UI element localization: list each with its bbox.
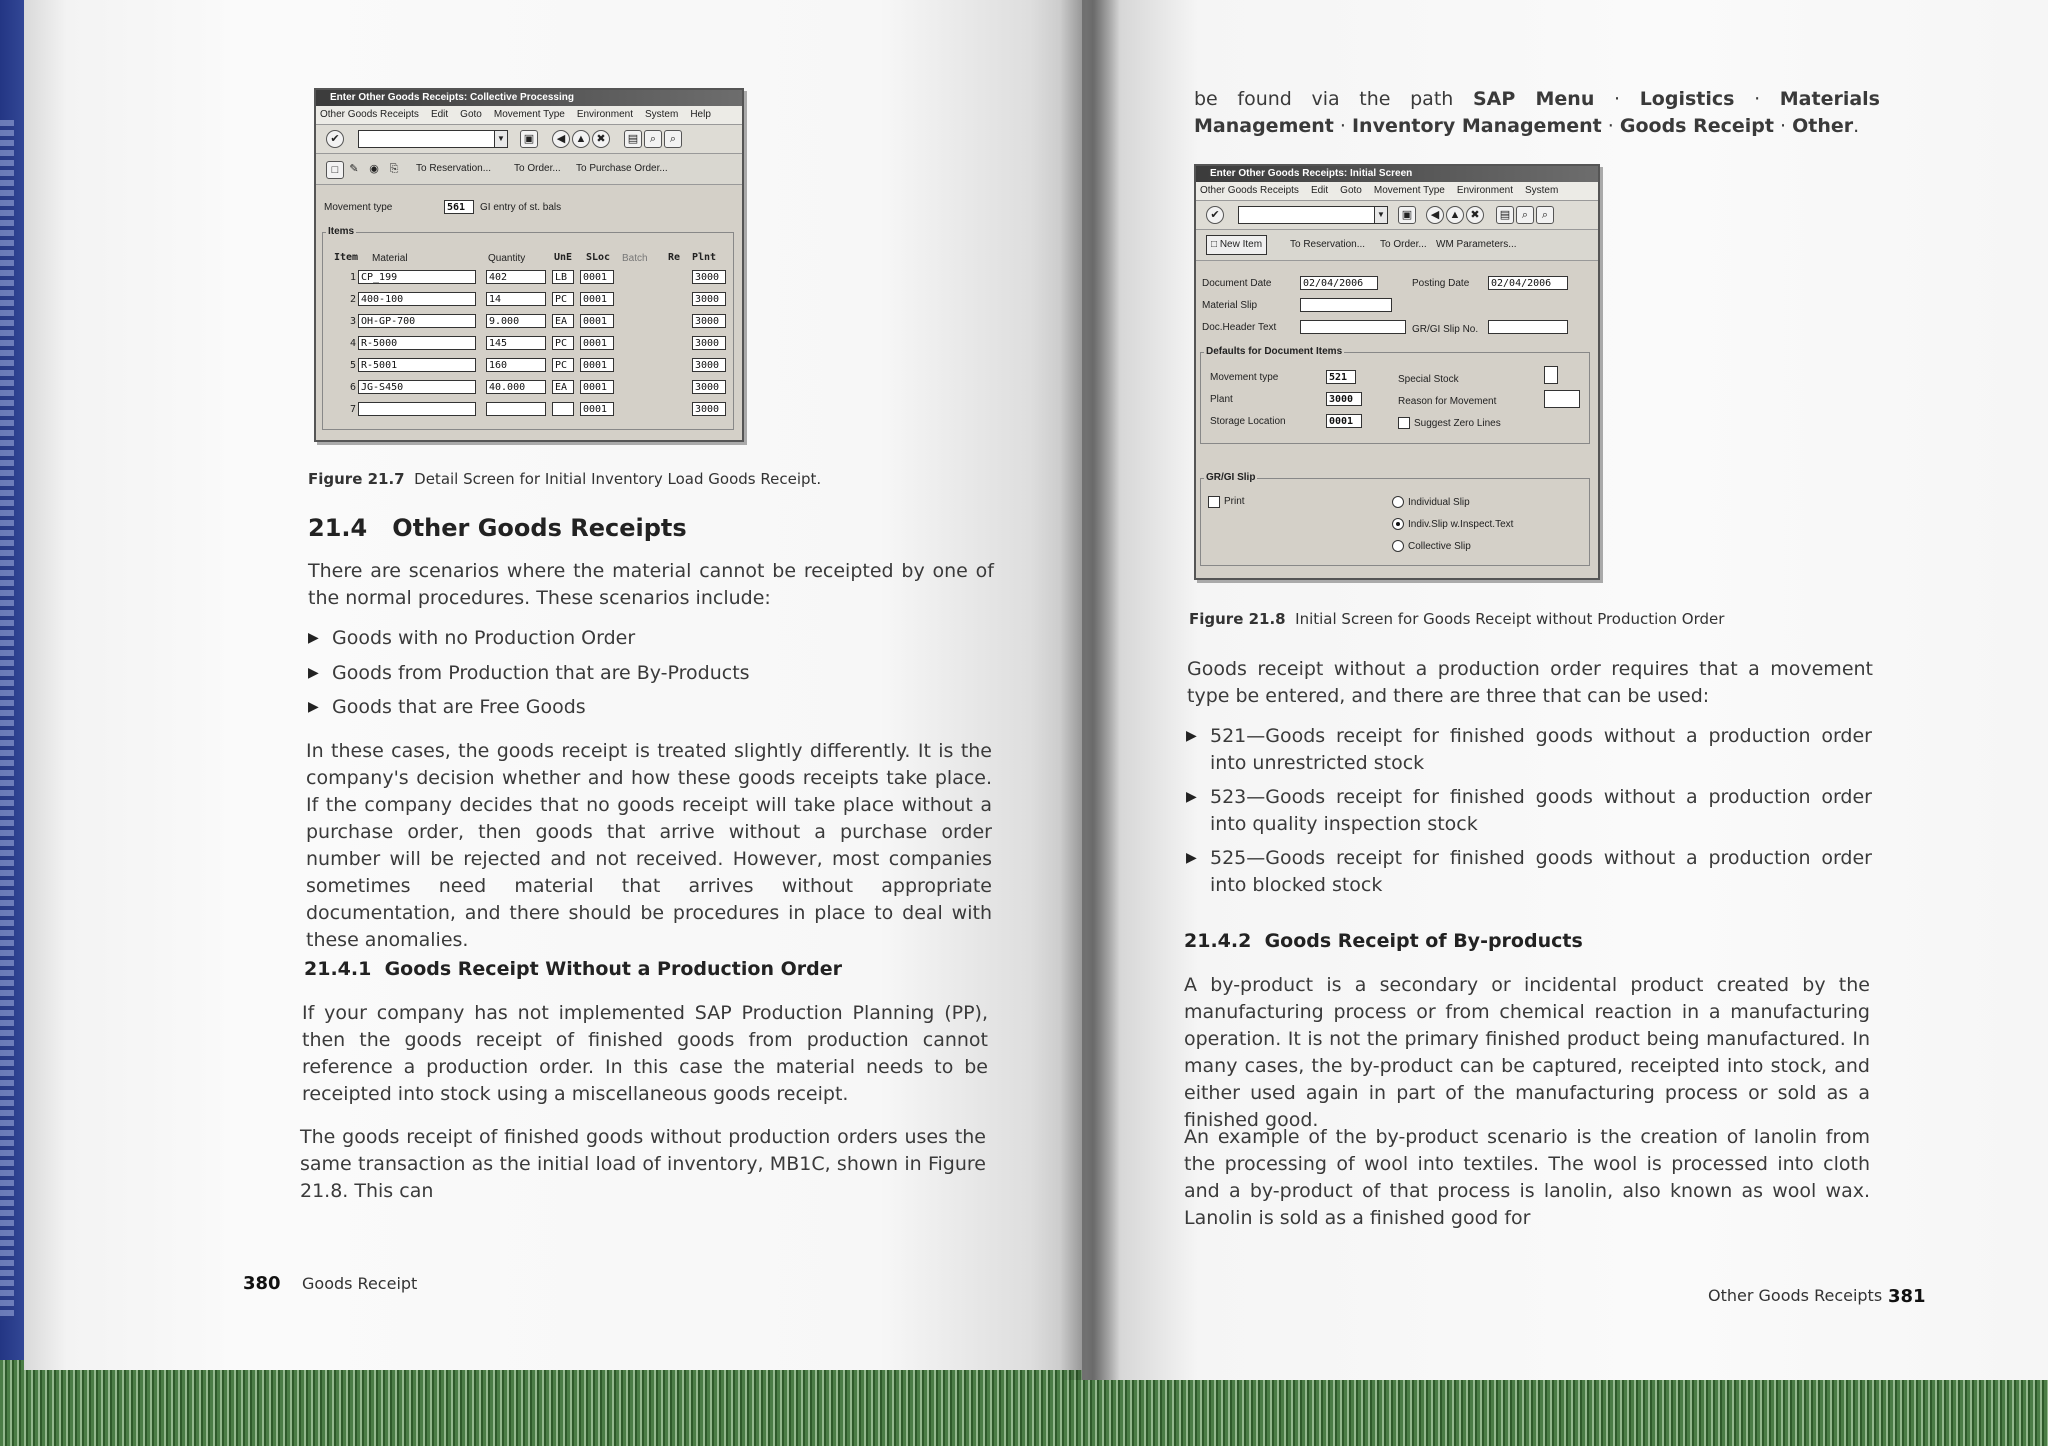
sloc-field[interactable]: 0001 <box>580 402 614 416</box>
movement-type-description: GI entry of st. bals <box>480 202 562 213</box>
back-icon[interactable]: ◀ <box>1426 206 1444 224</box>
menu-item[interactable]: Edit <box>1310 185 1329 196</box>
list-item: ▶ Goods that are Free Goods <box>308 694 988 721</box>
new-item-button[interactable]: □ New Item <box>1206 235 1267 255</box>
collective-slip-label: Collective Slip <box>1408 541 1471 552</box>
doc-header-text-label: Doc.Header Text <box>1202 322 1277 333</box>
plant-field[interactable]: 3000 <box>692 270 726 284</box>
reason-for-movement-label: Reason for Movement <box>1398 396 1497 407</box>
bullet-triangle-icon: ▶ <box>1186 850 1197 866</box>
new-item-icon: □ <box>1211 239 1218 250</box>
bullet-triangle-icon: ▶ <box>1186 728 1197 744</box>
doc-header-text-field[interactable] <box>1300 320 1406 334</box>
table-row[interactable] <box>316 336 736 356</box>
command-field[interactable] <box>358 130 508 148</box>
to-reservation-button[interactable]: To Reservation... <box>1290 239 1366 250</box>
special-stock-label: Special Stock <box>1398 374 1459 385</box>
menu-item[interactable]: Movement Type <box>493 109 565 120</box>
menu-item[interactable]: Edit <box>430 109 449 120</box>
plant-label: Plant <box>1210 394 1233 405</box>
plant-field[interactable]: 3000 <box>692 336 726 350</box>
to-order-button[interactable]: To Order... <box>1380 239 1427 250</box>
posting-date-label: Posting Date <box>1412 278 1470 289</box>
command-field[interactable] <box>1238 206 1388 224</box>
save-icon[interactable]: ▣ <box>520 130 538 148</box>
print-icon[interactable]: ▤ <box>624 130 642 148</box>
page-number: 380 <box>243 1273 281 1294</box>
list-item: ▶ Goods from Production that are By-Products <box>308 660 988 687</box>
to-order-button[interactable]: To Order... <box>514 163 561 174</box>
unit-field[interactable]: PC <box>552 336 574 350</box>
menu-item[interactable]: System <box>644 109 679 120</box>
sloc-field[interactable]: 0001 <box>580 380 614 394</box>
find-next-icon[interactable]: ⌕ <box>664 130 682 148</box>
paragraph: An example of the by-product scenario is the creation of lanolin from the processing of wool into textiles. The wool is processed into cloth and a by-product of that process is lanolin, also known as wool wax. Lanolin is sold as a finished good for <box>1184 1126 1870 1229</box>
bullet-triangle-icon: ▶ <box>308 630 319 646</box>
section-heading <box>308 514 687 542</box>
collective-slip-radio[interactable] <box>1392 540 1404 552</box>
window-title: Enter Other Goods Receipts: Collective Processing <box>330 92 574 103</box>
figure-caption-text: Detail Screen for Initial Inventory Load Goods Receipt. <box>414 470 822 488</box>
figure-number: Figure 21.8 <box>1189 610 1286 628</box>
material-slip-field[interactable] <box>1300 298 1392 312</box>
find-icon[interactable]: ⌕ <box>1516 206 1534 224</box>
menu-item[interactable]: Goto <box>1340 185 1362 196</box>
defaults-group-label: Defaults for Document Items <box>1206 346 1343 357</box>
enter-icon[interactable]: ✔ <box>1206 206 1224 224</box>
unit-field[interactable] <box>552 402 574 416</box>
storage-location-field[interactable]: 0001 <box>1326 414 1362 428</box>
subsection-heading <box>1184 930 1583 952</box>
menu-item[interactable]: Other Goods Receipts <box>1200 185 1299 196</box>
path-step: Other <box>1792 115 1854 137</box>
menu-item[interactable]: Other Goods Receipts <box>320 109 419 120</box>
quantity-field[interactable]: 40.000 <box>486 380 546 394</box>
list-item: ▶ 525—Goods receipt for finished goods without a production order into blocked stock <box>1186 847 1872 896</box>
list-item: ▶ Goods with no Production Order <box>308 625 988 652</box>
list-item: ▶ 523—Goods receipt for finished goods without a production order into quality inspection stock <box>1186 786 1872 835</box>
quantity-field[interactable]: 14 <box>486 292 546 306</box>
menu-bar <box>316 106 742 125</box>
print-icon[interactable]: ▤ <box>1496 206 1514 224</box>
column-header-sloc: SLoc <box>586 252 611 263</box>
plant-field[interactable]: 3000 <box>692 358 726 372</box>
find-icon[interactable]: ⌕ <box>644 130 662 148</box>
figure-number: Figure 21.7 <box>308 470 405 488</box>
menu-item[interactable]: System <box>1524 185 1559 196</box>
reason-for-movement-field[interactable] <box>1544 390 1580 408</box>
path-paragraph: be found via the path SAP Menu · Logistics · Materials Management · Inventory Management · Goods Receipt · Other. <box>1194 88 1880 137</box>
print-label: Print <box>1224 496 1245 507</box>
menu-item[interactable]: Environment <box>1456 185 1513 196</box>
to-purchase-order-button[interactable]: To Purchase Order... <box>576 163 668 174</box>
document-date-field[interactable]: 02/04/2006 <box>1300 276 1378 290</box>
plant-field[interactable]: 3000 <box>692 402 726 416</box>
column-header-plant: Plnt <box>692 252 717 263</box>
quantity-field[interactable] <box>486 402 546 416</box>
section-number: 21.4 <box>308 514 368 542</box>
window-title-bar <box>316 90 742 106</box>
material-field[interactable]: OH-GP-700 <box>358 314 476 328</box>
suggest-zero-lines-label: Suggest Zero Lines <box>1414 418 1501 429</box>
column-header-unit: UnE <box>554 252 573 263</box>
display-icon[interactable]: ◉ <box>369 163 379 175</box>
document-date-label: Document Date <box>1202 278 1272 289</box>
material-field[interactable] <box>358 402 476 416</box>
application-toolbar <box>1196 230 1598 261</box>
material-field[interactable]: CP_199 <box>358 270 476 284</box>
plant-field[interactable]: 3000 <box>1326 392 1362 406</box>
storage-location-label: Storage Location <box>1210 416 1286 427</box>
defaults-group <box>1200 352 1590 444</box>
page-number: 381 <box>1888 1286 1926 1307</box>
column-header-item: Item <box>334 252 359 263</box>
copy-icon[interactable]: ⎘ <box>389 163 399 175</box>
individual-slip-label: Individual Slip <box>1408 497 1470 508</box>
column-header-quantity: Quantity <box>488 253 526 264</box>
column-header-batch: Batch <box>622 253 648 264</box>
paragraph: The goods receipt of finished goods without production orders uses the same transaction as the initial load of inventory, MB1C, shown in Figure 21.8. This can <box>300 1126 986 1202</box>
cancel-icon[interactable]: ✖ <box>1466 206 1484 224</box>
find-next-icon[interactable]: ⌕ <box>1536 206 1554 224</box>
sloc-field[interactable]: 0001 <box>580 336 614 350</box>
row-item-number: 4 <box>349 338 356 349</box>
chevron-down-icon[interactable]: ▼ <box>1374 207 1387 223</box>
scan-edge-stripes <box>0 120 14 1320</box>
individual-slip-radio[interactable] <box>1392 496 1404 508</box>
paragraph: If your company has not implemented SAP Production Planning (PP), then the goods receipt of finished goods from production cannot reference a production order. In this case the material needs to be receipted into stock using a miscellaneous goods receipt. <box>302 1002 988 1105</box>
wm-parameters-button[interactable]: WM Parameters... <box>1436 239 1517 250</box>
print-checkbox[interactable] <box>1208 496 1220 508</box>
path-step: SAP Menu <box>1472 88 1595 110</box>
menu-item[interactable]: Help <box>690 109 711 120</box>
row-item-number: 2 <box>349 294 356 305</box>
to-reservation-button[interactable]: To Reservation... <box>416 163 492 174</box>
quantity-field[interactable]: 9.000 <box>486 314 546 328</box>
quantity-field[interactable]: 402 <box>486 270 546 284</box>
items-group-label: Items <box>328 226 355 237</box>
subsection-number: 21.4.1 <box>304 958 372 980</box>
row-item-number: 5 <box>349 360 356 371</box>
application-toolbar <box>316 154 742 185</box>
column-header-material: Material <box>372 253 408 264</box>
column-header-re: Re <box>668 252 681 263</box>
row-item-number: 3 <box>349 316 356 327</box>
row-item-number: 1 <box>349 272 356 283</box>
individual-slip-inspect-label: Indiv.Slip w.Inspect.Text <box>1408 519 1514 530</box>
plant-field[interactable]: 3000 <box>692 314 726 328</box>
gr-gi-slip-number-field[interactable] <box>1488 320 1568 334</box>
row-item-number: 6 <box>349 382 356 393</box>
posting-date-field[interactable]: 02/04/2006 <box>1488 276 1568 290</box>
paragraph: There are scenarios where the material cannot be receipted by one of the normal procedures. These scenarios include: <box>308 560 994 609</box>
back-icon[interactable]: ◀ <box>552 130 570 148</box>
plant-field[interactable]: 3000 <box>692 380 726 394</box>
gr-gi-slip-number-label: GR/GI Slip No. <box>1412 324 1479 335</box>
unit-field[interactable]: EA <box>552 314 574 328</box>
movement-type-field[interactable]: 521 <box>1326 370 1356 384</box>
menu-item[interactable]: Environment <box>576 109 633 120</box>
cancel-icon[interactable]: ✖ <box>592 130 610 148</box>
material-field[interactable]: 400-100 <box>358 292 476 306</box>
table-row[interactable] <box>316 358 736 378</box>
plant-field[interactable]: 3000 <box>692 292 726 306</box>
sloc-field[interactable]: 0001 <box>580 270 614 284</box>
path-step: Materials Management <box>1194 88 1880 137</box>
material-field[interactable]: R-5000 <box>358 336 476 350</box>
movement-type-label: Movement type <box>324 202 393 213</box>
path-step: Inventory Management <box>1351 115 1602 137</box>
standard-toolbar <box>1196 201 1598 230</box>
edit-pencil-icon[interactable]: ✎ <box>349 163 359 175</box>
movement-type-field[interactable]: 561 <box>444 200 474 214</box>
list-item: ▶ 521—Goods receipt for finished goods without a production order into unrestricted stock <box>1186 725 1872 774</box>
bullet-triangle-icon: ▶ <box>308 699 319 715</box>
paragraph: A by-product is a secondary or incidental product created by the manufacturing process or from chemical reaction in a manufacturing operation. It is not the primary finished product being manufactured. In many cases, the by-product can be captured, receipted into stock, and either used again in part of the manufacturing process or sold as a finished good. <box>1184 974 1870 1131</box>
subsection-number: 21.4.2 <box>1184 930 1252 952</box>
quantity-field[interactable]: 145 <box>486 336 546 350</box>
table-row[interactable] <box>316 314 736 334</box>
unit-field[interactable]: EA <box>552 380 574 394</box>
bullet-triangle-icon: ▶ <box>308 665 319 681</box>
material-field[interactable]: R-5001 <box>358 358 476 372</box>
running-footer: Goods Receipt <box>302 1274 418 1293</box>
path-step: Goods Receipt <box>1619 115 1774 137</box>
standard-toolbar <box>316 125 742 154</box>
figure-21-7-caption <box>308 470 821 488</box>
table-row[interactable] <box>316 402 736 422</box>
table-row[interactable] <box>316 380 736 400</box>
subsection-heading <box>304 958 842 980</box>
window-title-bar <box>1196 166 1598 182</box>
sloc-field[interactable]: 0001 <box>580 314 614 328</box>
menu-bar <box>1196 182 1598 201</box>
unit-field[interactable]: PC <box>552 292 574 306</box>
unit-field[interactable]: PC <box>552 358 574 372</box>
row-item-number: 7 <box>349 404 356 415</box>
paragraph: Goods receipt without a production order requires that a movement type be entered, and there are three that can be used: <box>1187 658 1873 707</box>
figure-21-8-caption <box>1189 610 1724 628</box>
menu-item[interactable]: Movement Type <box>1373 185 1445 196</box>
path-step: Logistics <box>1639 88 1735 110</box>
paragraph: In these cases, the goods receipt is treated slightly differently. It is the company's decision whether and how these goods receipts take place. If the company decides that no goods receipt will take place without a purchase order, then goods that arrive without a purchase order number will be rejected and not received. However, most companies sometimes need material that arrives without appropriate documentation, and there should be procedures in place to deal with these anomalies. <box>306 740 992 951</box>
movement-type-label: Movement type <box>1210 372 1279 383</box>
section-title: Other Goods Receipts <box>392 514 687 542</box>
items-table <box>316 270 736 430</box>
exit-icon[interactable]: ▲ <box>1446 206 1464 224</box>
unit-field[interactable]: LB <box>552 270 574 284</box>
material-field[interactable]: JG-S450 <box>358 380 476 394</box>
figure-21-8-sap-window <box>1194 164 1600 580</box>
table-row[interactable] <box>316 292 736 312</box>
quantity-field[interactable]: 160 <box>486 358 546 372</box>
new-document-icon[interactable]: □ <box>326 161 344 179</box>
gr-gi-slip-group-label: GR/GI Slip <box>1206 472 1256 483</box>
table-row[interactable] <box>316 270 736 290</box>
exit-icon[interactable]: ▲ <box>572 130 590 148</box>
enter-icon[interactable]: ✔ <box>326 130 344 148</box>
running-footer: Other Goods Receipts <box>1708 1286 1883 1305</box>
sloc-field[interactable]: 0001 <box>580 292 614 306</box>
bullet-triangle-icon: ▶ <box>1186 789 1197 805</box>
chevron-down-icon[interactable]: ▼ <box>494 131 507 147</box>
subsection-title: Goods Receipt Without a Production Order <box>384 958 842 980</box>
subsection-title: Goods Receipt of By-products <box>1264 930 1583 952</box>
figure-caption-text: Initial Screen for Goods Receipt without Production Order <box>1295 610 1725 628</box>
suggest-zero-lines-checkbox[interactable] <box>1398 417 1410 429</box>
menu-item[interactable]: Goto <box>460 109 482 120</box>
book-gutter <box>1060 0 1120 1380</box>
material-slip-label: Material Slip <box>1202 300 1258 311</box>
individual-slip-inspect-radio[interactable] <box>1392 518 1404 530</box>
special-stock-field[interactable] <box>1544 366 1558 384</box>
save-icon[interactable]: ▣ <box>1398 206 1416 224</box>
sloc-field[interactable]: 0001 <box>580 358 614 372</box>
window-title: Enter Other Goods Receipts: Initial Screen <box>1210 168 1413 179</box>
figure-21-7-sap-window <box>314 88 744 442</box>
